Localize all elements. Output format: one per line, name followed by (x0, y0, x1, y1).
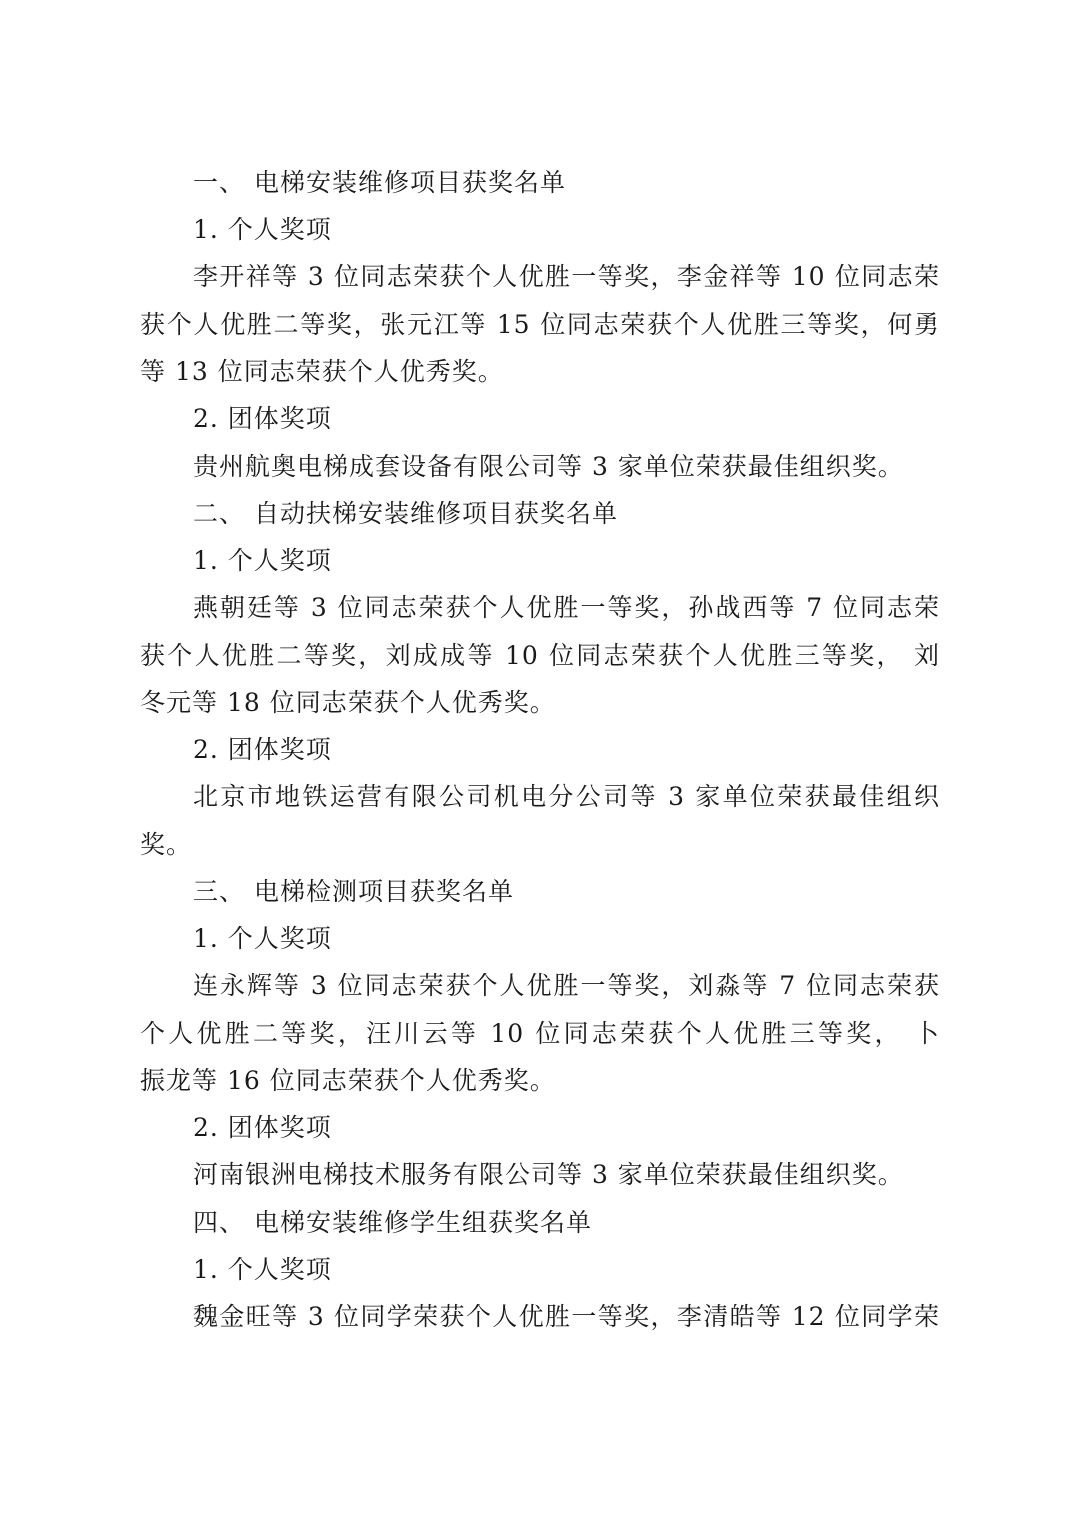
paragraph-line: 振龙等 16 位同志荣获个人优秀奖。 (140, 1066, 556, 1095)
team-awards-label: 2. 团体奖项 (193, 735, 332, 764)
individual-awards-label: 1. 个人奖项 (193, 1255, 332, 1284)
paragraph-line: 北京市地铁运营有限公司机电分公司等 3 家单位荣获最佳组织 (193, 782, 940, 811)
paragraph-line: 奖。 (140, 830, 193, 859)
section-heading: 四、 电梯安装维修学生组获奖名单 (193, 1208, 592, 1237)
paragraph-line: 魏金旺等 3 位同学荣获个人优胜一等奖，李清皓等 12 位同学荣 (193, 1302, 940, 1331)
paragraph-line: 燕朝廷等 3 位同志荣获个人优胜一等奖，孙战西等 7 位同志荣 (193, 593, 940, 622)
paragraph-line: 贵州航奥电梯成套设备有限公司等 3 家单位荣获最佳组织奖。 (193, 452, 904, 481)
team-awards-label: 2. 团体奖项 (193, 404, 332, 433)
paragraph-line: 连永辉等 3 位同志荣获个人优胜一等奖，刘淼等 7 位同志荣获 (193, 971, 940, 1000)
section-heading: 一、 电梯安装维修项目获奖名单 (193, 168, 566, 197)
individual-awards-label: 1. 个人奖项 (193, 924, 332, 953)
paragraph-line: 获个人优胜二等奖，刘成成等 10 位同志荣获个人优胜三等奖， 刘 (140, 641, 940, 670)
paragraph-line: 等 13 位同志荣获个人优秀奖。 (140, 357, 504, 386)
individual-awards-label: 1. 个人奖项 (193, 546, 332, 575)
paragraph-line: 个人优胜二等奖，汪川云等 10 位同志荣获个人优胜三等奖， 卜 (140, 1019, 940, 1048)
paragraph-line: 冬元等 18 位同志荣获个人优秀奖。 (140, 688, 556, 717)
section-heading: 三、 电梯检测项目获奖名单 (193, 877, 514, 906)
paragraph-line: 李开祥等 3 位同志荣获个人优胜一等奖，李金祥等 10 位同志荣 (193, 262, 940, 291)
paragraph-line: 获个人优胜二等奖，张元江等 15 位同志荣获个人优胜三等奖，何勇 (140, 310, 940, 339)
paragraph-line: 河南银洲电梯技术服务有限公司等 3 家单位荣获最佳组织奖。 (193, 1160, 904, 1189)
individual-awards-label: 1. 个人奖项 (193, 215, 332, 244)
section-heading: 二、 自动扶梯安装维修项目获奖名单 (193, 499, 618, 528)
team-awards-label: 2. 团体奖项 (193, 1113, 332, 1142)
